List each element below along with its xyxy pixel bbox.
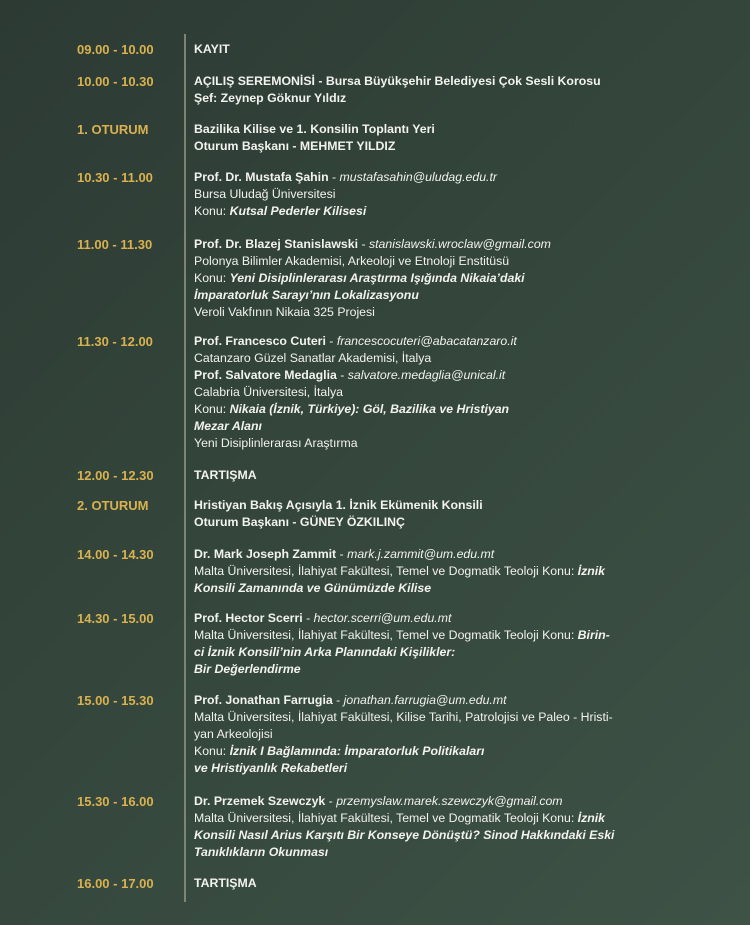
detail-line xyxy=(194,760,679,777)
detail-line xyxy=(194,287,679,304)
detail-text: Konu: xyxy=(194,271,230,285)
detail-text: Veroli Vakfının Nikaia 325 Projesi xyxy=(194,305,375,319)
detail-text: Catanzaro Güzel Sanatlar Akademisi, İtalya xyxy=(194,351,432,365)
detail-line xyxy=(194,304,679,321)
detail-text: TARTIŞMA xyxy=(194,468,257,482)
detail-text: KAYIT xyxy=(194,42,230,56)
time-slot: 15.00 - 15.30 xyxy=(77,693,154,708)
detail-text: ve Hristiyanlık Rekabetleri xyxy=(194,761,348,775)
detail-line xyxy=(194,186,679,203)
detail-text: Prof. Francesco Cuteri xyxy=(194,334,326,348)
detail-text: Yeni Disiplinlerarası Araştırma xyxy=(194,436,358,450)
detail-line xyxy=(194,236,679,253)
detail-text: - xyxy=(328,170,340,184)
detail-text: Prof. Hector Scerri xyxy=(194,611,303,625)
detail-text: İznik xyxy=(577,564,605,578)
detail-text: - xyxy=(325,794,337,808)
detail-line xyxy=(194,41,679,58)
time-slot: 14.00 - 14.30 xyxy=(77,547,154,562)
email-text: mustafasahin@uludag.edu.tr xyxy=(339,170,497,184)
detail-line xyxy=(194,546,679,563)
detail-text: Mezar Alanı xyxy=(194,419,262,433)
detail-line xyxy=(194,367,679,384)
session-details xyxy=(194,73,679,107)
detail-text: Bursa Uludağ Üniversitesi xyxy=(194,187,336,201)
detail-text: - xyxy=(325,334,337,348)
detail-text: Şef: Zeynep Göknur Yıldız xyxy=(194,91,347,105)
detail-text: Bazilika Kilise ve 1. Konsilin Toplantı Yeri xyxy=(194,122,435,136)
detail-text: Malta Üniversitesi, İlahiyat Fakültesi, Temel ve Dogmatik Teoloji Konu: xyxy=(194,628,578,642)
detail-text: Konu: xyxy=(194,204,230,218)
detail-line xyxy=(194,827,679,844)
detail-text: Kutsal Pederler Kilisesi xyxy=(229,204,367,218)
session-details xyxy=(194,793,679,861)
detail-line xyxy=(194,692,679,709)
detail-text: İznik xyxy=(577,811,605,825)
detail-text: Prof. Dr. Blazej Stanislawski xyxy=(194,237,359,251)
session-details xyxy=(194,546,679,597)
detail-text: Nikaia (İznik, Türkiye): Göl, Bazilika ve Hristiyan xyxy=(229,402,510,416)
time-slot: 10.00 - 10.30 xyxy=(77,74,154,89)
detail-text: Birin- xyxy=(577,628,610,642)
email-text: salvatore.medaglia@unical.it xyxy=(347,368,506,382)
detail-text: Bir Değerlendirme xyxy=(194,662,301,676)
detail-line xyxy=(194,610,679,627)
email-text: stanislawski.wroclaw@gmail.com xyxy=(368,237,551,251)
detail-line xyxy=(194,875,679,892)
detail-text: Malta Üniversitesi, İlahiyat Fakültesi, Temel ve Dogmatik Teoloji Konu: xyxy=(194,564,578,578)
time-slot: 09.00 - 10.00 xyxy=(77,42,154,57)
session-details xyxy=(194,875,679,892)
time-slot: 11.00 - 11.30 xyxy=(77,237,153,252)
time-slot: 10.30 - 11.00 xyxy=(77,170,153,185)
detail-text: AÇILIŞ SEREMONİSİ - Bursa Büyükşehir Belediyesi Çok Sesli Korosu xyxy=(194,74,601,88)
time-slot: 16.00 - 17.00 xyxy=(77,876,154,891)
detail-text: TARTIŞMA xyxy=(194,876,257,890)
detail-text: - xyxy=(336,368,348,382)
detail-line xyxy=(194,418,679,435)
detail-line xyxy=(194,844,679,861)
detail-line xyxy=(194,350,679,367)
detail-text: Hristiyan Bakış Açısıyla 1. İznik Ekümenik Konsili xyxy=(194,498,483,512)
detail-text: İmparatorluk Sarayı’nın Lokalizasyonu xyxy=(194,288,419,302)
detail-line xyxy=(194,138,679,155)
detail-text: Prof. Salvatore Medaglia xyxy=(194,368,337,382)
session-details xyxy=(194,497,679,531)
time-slot: 12.00 - 12.30 xyxy=(77,468,154,483)
detail-line xyxy=(194,73,679,90)
session-details xyxy=(194,169,679,220)
detail-text: Polonya Bilimler Akademisi, Arkeoloji ve Etnoloji Enstitüsü xyxy=(194,254,510,268)
detail-line xyxy=(194,401,679,418)
email-text: francescocuteri@abacatanzaro.it xyxy=(336,334,517,348)
detail-line xyxy=(194,169,679,186)
detail-line xyxy=(194,253,679,270)
detail-line xyxy=(194,497,679,514)
detail-line xyxy=(194,644,679,661)
detail-text: - xyxy=(302,611,314,625)
detail-line xyxy=(194,90,679,107)
email-text: hector.scerri@um.edu.mt xyxy=(313,611,452,625)
email-text: mark.j.zammit@um.edu.mt xyxy=(347,547,495,561)
detail-text: Dr. Przemek Szewczyk xyxy=(194,794,326,808)
session-details xyxy=(194,467,679,484)
detail-text: Konu: xyxy=(194,402,230,416)
session-details xyxy=(194,41,679,58)
detail-text: - xyxy=(332,693,344,707)
detail-line xyxy=(194,563,679,580)
session-details xyxy=(194,333,679,452)
detail-line xyxy=(194,435,679,452)
detail-text: yan Arkeolojisi xyxy=(194,727,273,741)
detail-line xyxy=(194,627,679,644)
detail-line xyxy=(194,384,679,401)
detail-text: Malta Üniversitesi, İlahiyat Fakültesi, Temel ve Dogmatik Teoloji Konu: xyxy=(194,811,578,825)
detail-text: Calabria Üniversitesi, İtalya xyxy=(194,385,343,399)
detail-line xyxy=(194,793,679,810)
detail-text: Malta Üniversitesi, İlahiyat Fakültesi, Kilise Tarihi, Patrolojisi ve Paleo - Hristi- xyxy=(194,710,613,724)
detail-text: Konu: xyxy=(194,744,230,758)
time-slot: 11.30 - 12.00 xyxy=(77,334,153,349)
detail-text: Prof. Dr. Mustafa Şahin xyxy=(194,170,329,184)
detail-text: - xyxy=(336,547,348,561)
vertical-divider xyxy=(184,34,186,902)
detail-text: Tanıklıkların Okunması xyxy=(194,845,329,859)
detail-line xyxy=(194,661,679,678)
detail-line xyxy=(194,709,679,726)
email-text: przemyslaw.marek.szewczyk@gmail.com xyxy=(336,794,563,808)
email-text: jonathan.farrugia@um.edu.mt xyxy=(343,693,507,707)
session-details xyxy=(194,236,679,321)
time-slot: 14.30 - 15.00 xyxy=(77,611,154,626)
detail-line xyxy=(194,743,679,760)
session-details xyxy=(194,121,679,155)
detail-text: Prof. Jonathan Farrugia xyxy=(194,693,333,707)
detail-text: Oturum Başkanı - GÜNEY ÖZKILINÇ xyxy=(194,515,405,529)
detail-line xyxy=(194,333,679,350)
detail-line xyxy=(194,467,679,484)
detail-text: Konsili Nasıl Arius Karşıtı Bir Konseye Dönüştü? Sinod Hakkındaki Eski xyxy=(194,828,615,842)
time-slot: 15.30 - 16.00 xyxy=(77,794,154,809)
detail-text: Oturum Başkanı - MEHMET YILDIZ xyxy=(194,139,396,153)
detail-text: İznik I Bağlamında: İmparatorluk Politikaları xyxy=(229,744,485,758)
detail-line xyxy=(194,810,679,827)
session-details xyxy=(194,692,679,777)
detail-line xyxy=(194,580,679,597)
detail-line xyxy=(194,270,679,287)
detail-text: ci İznik Konsili’nin Arka Planındaki Kişilikler: xyxy=(194,645,456,659)
detail-line xyxy=(194,514,679,531)
detail-text: Konsili Zamanında ve Günümüzde Kilise xyxy=(194,581,432,595)
time-slot: 1. OTURUM xyxy=(77,122,149,137)
session-details xyxy=(194,610,679,678)
detail-text: - xyxy=(358,237,369,251)
detail-text: Yeni Disiplinlerarası Araştırma Işığında Nikaia’daki xyxy=(229,271,525,285)
detail-line xyxy=(194,726,679,743)
time-slot: 2. OTURUM xyxy=(77,498,149,513)
detail-line xyxy=(194,121,679,138)
detail-line xyxy=(194,203,679,220)
detail-text: Dr. Mark Joseph Zammit xyxy=(194,547,337,561)
